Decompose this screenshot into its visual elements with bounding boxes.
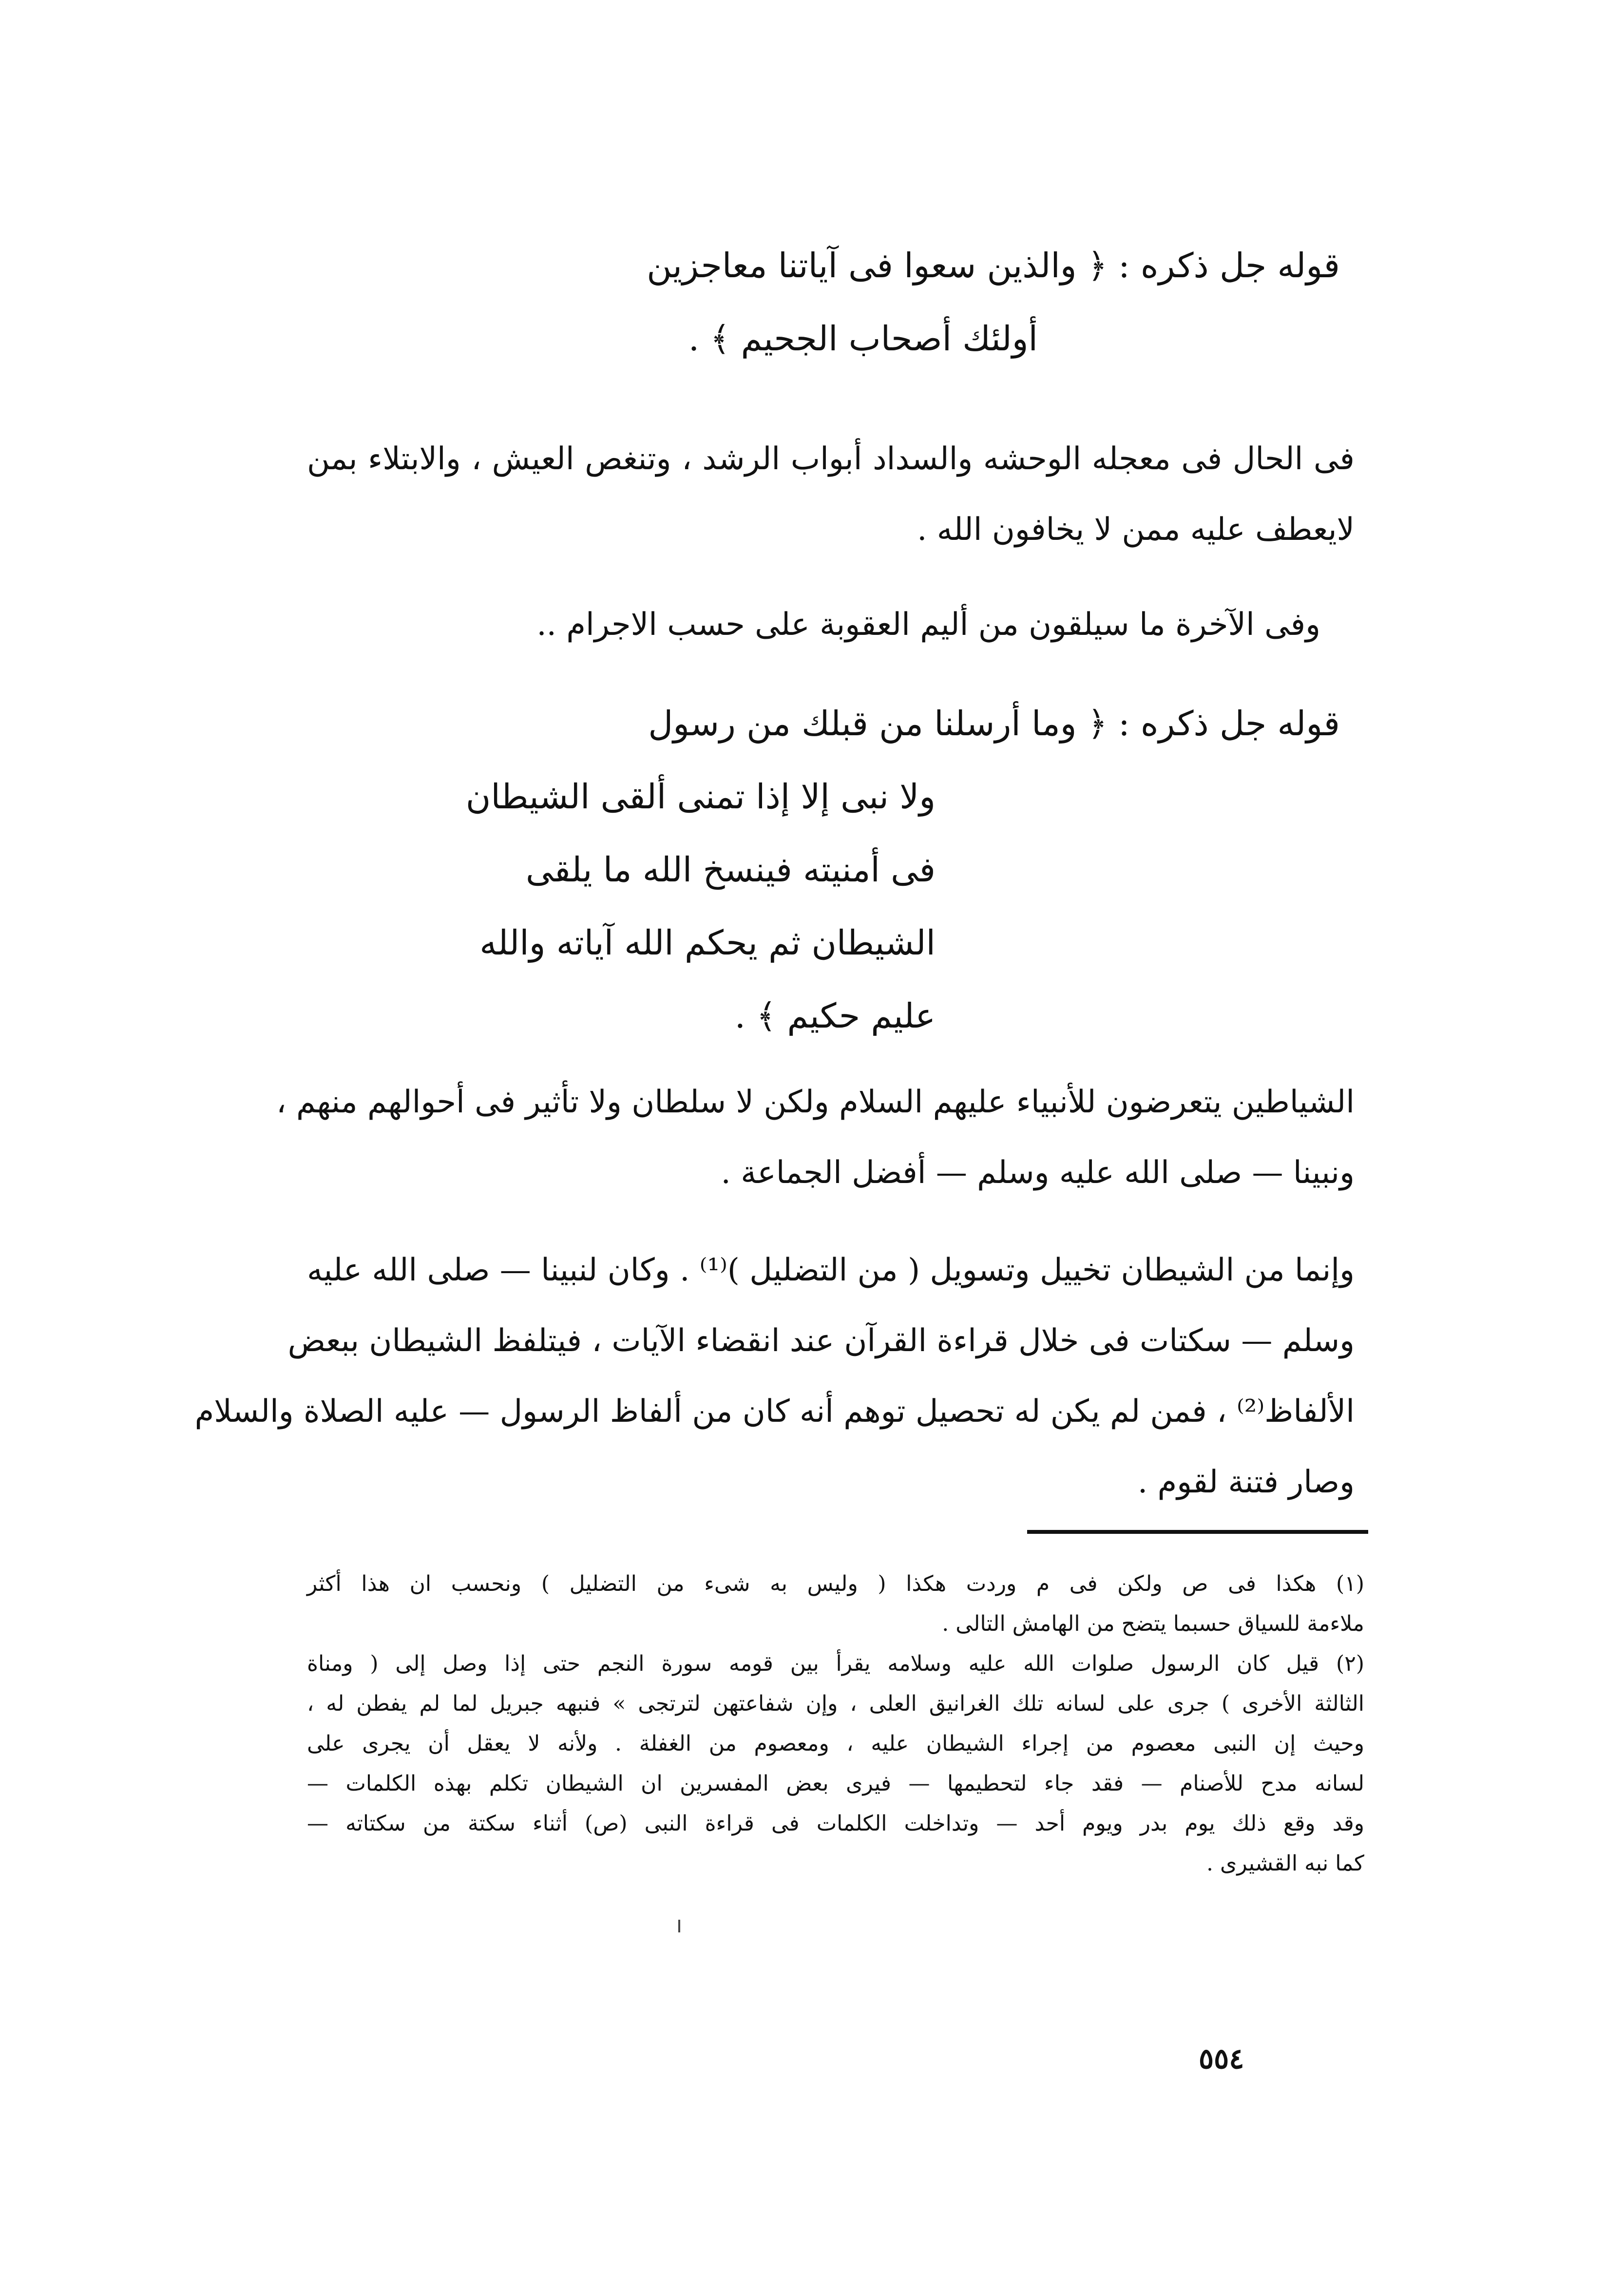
verse-2-line-5: عليم حكيم ﴾ . <box>734 996 936 1036</box>
verse-2-line-2: ولا نبى إلا إذا تمنى ألقى الشيطان <box>465 777 936 817</box>
footnote-2-line-3: وحيث إن النبى معصوم من إجراء الشيطان عليه ، ومعصوم من الغفلة . ولأنه لا يعقل أن يجرى على <box>307 1731 1364 1756</box>
paragraph-2-line-1: وفى الآخرة ما سيلقون من أليم العقوبة على حسب الاجرام .. <box>536 607 1320 643</box>
commentary-paragraph-2 <box>307 590 1320 660</box>
page-number: ٥٥٤ <box>1199 2042 1244 2075</box>
paragraph-4-line-3: الألفاظ⁽²⁾ ، فمن لم يكن له تحصيل توهم أنه كان من ألفاظ الرسول — عليه الصلاة والسلام <box>194 1394 1355 1430</box>
commentary-paragraph-3 <box>276 1067 1355 1208</box>
footnote-2-line-1: (٢) قيل كان الرسول صلوات الله عليه وسلامه يقرأ بين قومه سورة النجم حتى إذا وصل إلى ( ومناة <box>307 1651 1364 1676</box>
commentary-paragraph-4 <box>194 1235 1355 1518</box>
paragraph-3-line-1: الشياطين يتعرضون للأنبياء عليهم السلام ولكن لا سلطان ولا تأثير فى أحوالهم منهم ، <box>276 1084 1355 1120</box>
verse-2-line-4: الشيطان ثم يحكم الله آياته والله <box>479 923 936 963</box>
paragraph-3-line-2: ونبينا — صلى الله عليه وسلم — أفضل الجماعة . <box>721 1155 1355 1191</box>
paragraph-4-line-1: وإنما من الشيطان تخييل وتسويل ( من التضليل )⁽¹⁾ . وكان لنبينا — صلى الله عليه <box>307 1252 1355 1288</box>
footnote-1-line-1: (١) هكذا فى ص ولكن فى م وردت هكذا ( وليس به شىء من التضليل ) ونحسب ان هذا أكثر <box>307 1571 1364 1596</box>
paragraph-1-line-1: فى الحال فى معجله الوحشه والسداد أبواب الرشد ، وتنغص العيش ، والابتلاء بمن <box>307 441 1355 477</box>
paragraph-1-line-2: لايعطف عليه ممن لا يخافون الله . <box>917 512 1355 548</box>
footnote-2-line-4: لسانه مدح للأصنام — فقد جاء لتحطيمها — فيرى بعض المفسرين ان الشيطان تكلم بهذه الكلمات — <box>307 1771 1364 1796</box>
commentary-paragraph-1 <box>307 424 1355 565</box>
scan-mark <box>678 1920 680 1932</box>
paragraph-4-line-4: وصار فتنة لقوم . <box>1137 1464 1355 1500</box>
quran-verse-2 <box>263 687 1340 1052</box>
verse-1-line-1: قوله جل ذكره : ﴿ والذين سعوا فى آياتنا معاجزين <box>647 246 1340 286</box>
footnotes <box>307 1564 1364 1884</box>
footnote-2-line-6: كما نبه القشيرى . <box>1206 1851 1364 1876</box>
footnote-2-line-5: وقد وقع ذلك يوم بدر ويوم أحد — وتداخلت الكلمات فى قراءة النبى (ص) أثناء سكتة من سكتاته — <box>307 1811 1364 1836</box>
footnote-1-line-2: ملاءمة للسياق حسبما يتضح من الهامش التالى . <box>942 1611 1364 1636</box>
footnote-separator <box>1027 1530 1368 1534</box>
verse-2-line-1: قوله جل ذكره : ﴿ وما أرسلنا من قبلك من رسول <box>648 704 1340 744</box>
verse-2-line-3: فى أمنيته فينسخ الله ما يلقى <box>526 850 936 890</box>
paragraph-4-line-2: وسلم — سكتات فى خلال قراءة القرآن عند انقضاء الآيات ، فيتلفظ الشيطان ببعض <box>287 1323 1355 1359</box>
quran-verse-1 <box>263 229 1340 375</box>
footnote-2-line-2: الثالثة الأخرى ) جرى على لسانه تلك الغرانيق العلى ، وإن شفاعتهن لترتجى » فنبهه جبريل لما لم يفطن له ، <box>307 1691 1364 1716</box>
verse-1-line-2: أولئك أصحاب الجحيم ﴾ . <box>688 319 1038 359</box>
